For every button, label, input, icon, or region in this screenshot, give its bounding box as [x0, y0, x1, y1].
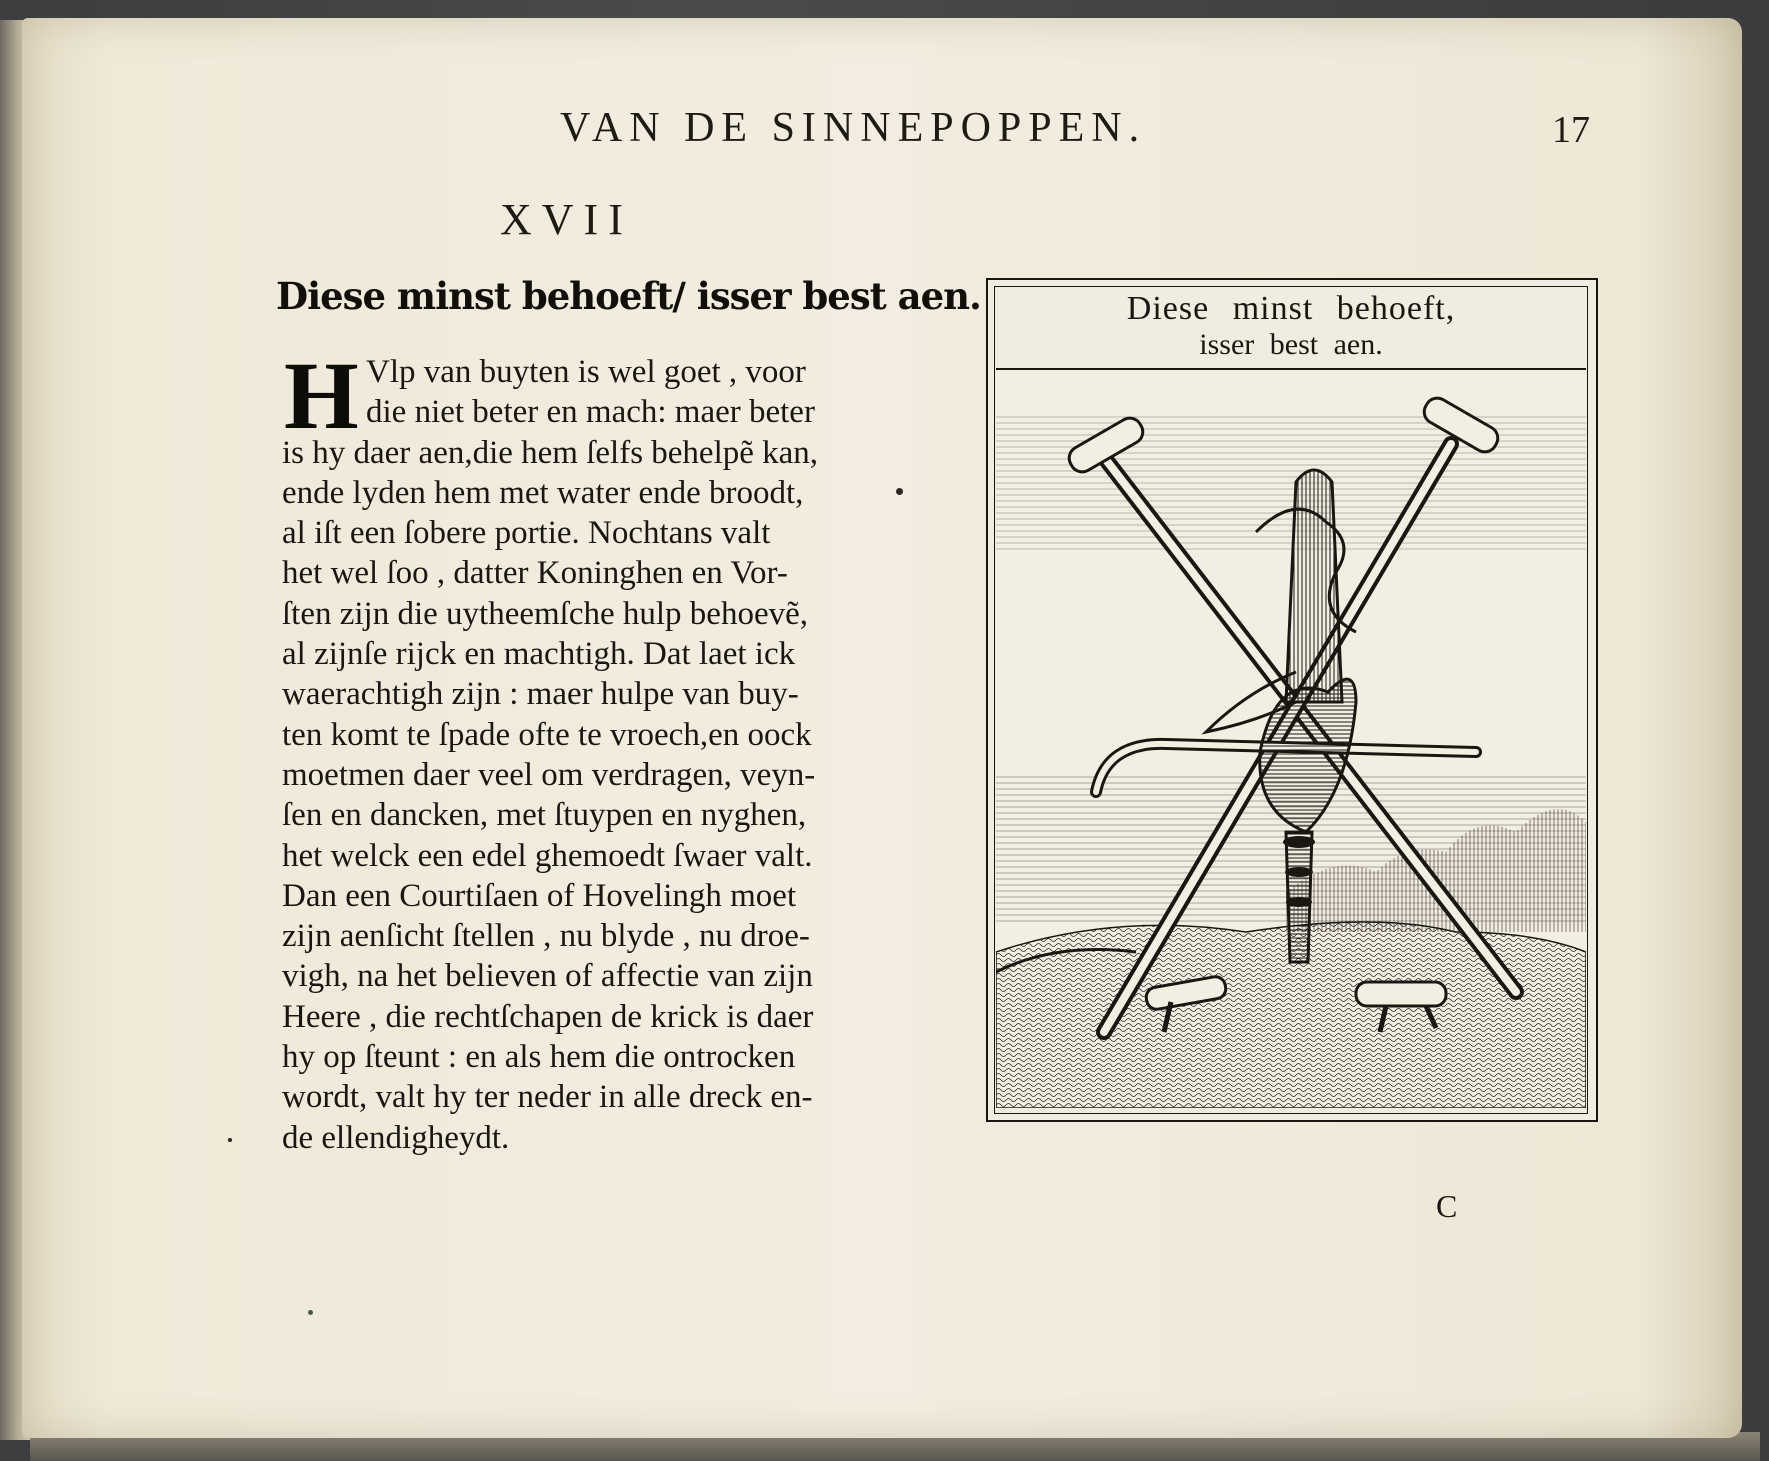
signature-mark: C: [1436, 1188, 1458, 1224]
body-line: de ellendigheydt.: [282, 1119, 510, 1156]
body-line: vigh, na het believen of affectie van zijn: [282, 958, 813, 995]
chapter-number: XVII: [500, 195, 633, 244]
body-line: Heere , die rechtſchapen de krick is daer: [282, 998, 814, 1035]
running-head: VAN DE SINNEPOPPEN.: [560, 105, 1147, 151]
body-line: het welck een edel ghemoedt ſwaer valt.: [282, 837, 813, 874]
body-line: is hy daer aen,die hem ſelfs behelpẽ kan,: [282, 434, 819, 471]
ink-speck: [228, 1138, 232, 1142]
emblem-frame: [986, 278, 1598, 1122]
body-line: al zijnſe rijck en machtigh. Dat laet ick: [282, 636, 796, 673]
body-line: ſten zijn die uytheemſche hulp behoevẽ,: [282, 595, 808, 632]
drop-cap: H: [284, 342, 359, 449]
body-line: die niet beter en mach: maer beter: [366, 394, 815, 431]
body-line: zijn aenſicht ſtellen , nu blyde , nu droe-: [282, 918, 810, 955]
engraving-svg: [996, 372, 1586, 1108]
motto-heading: Diese minst behoeft/ isser best aen.: [276, 274, 981, 318]
body-line: Dan een Courtiſaen of Hovelingh moet: [282, 877, 797, 914]
body-line: ende lyden hem met water ende broodt,: [282, 474, 804, 511]
body-line: hy op ſteunt : en als hem die ontrocken: [282, 1039, 796, 1076]
body-line: ſen en dancken, met ſtuypen en nyghen,: [282, 797, 807, 834]
body-line: al iſt een ſobere portie. Nochtans valt: [282, 515, 771, 552]
emblem-caption-line-2: isser best aen.: [1199, 328, 1383, 361]
page-number: 17: [1552, 109, 1590, 151]
emblem-caption-line-1: Diese minst behoeft,: [1126, 290, 1456, 327]
emblem-engraving: [996, 372, 1586, 1108]
body-line: Vlp van buyten is wel goet , voor: [366, 354, 806, 390]
body-line: het wel ſoo , datter Koninghen en Vor-: [282, 555, 788, 592]
emblem-caption: [996, 288, 1586, 370]
ink-speck: [308, 1310, 313, 1315]
body-line: wordt, valt hy ter neder in alle dreck en-: [282, 1079, 813, 1116]
body-text: [282, 342, 882, 1162]
body-line: waerachtigh zijn : maer hulpe van buy-: [282, 676, 799, 713]
body-line: ten komt te ſpade ofte te vroech,en oock: [282, 716, 812, 753]
ink-speck: [896, 488, 903, 495]
body-line: moetmen daer veel om verdragen, veyn-: [282, 756, 816, 793]
